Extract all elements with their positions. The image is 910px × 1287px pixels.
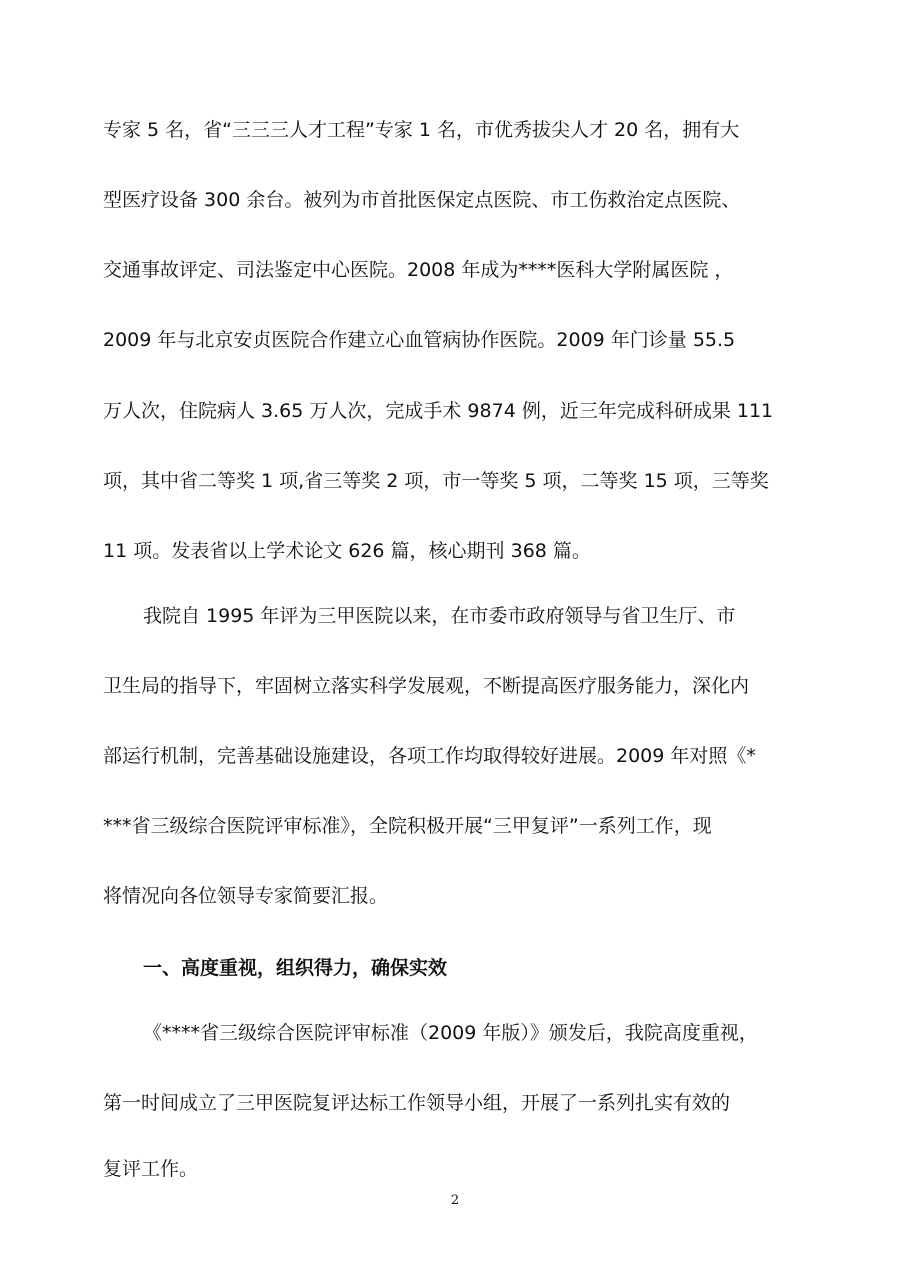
text-line: 专家 5 名，省“三三三人才工程”专家 1 名，市优秀拔尖人才 20 名，拥有大: [103, 119, 740, 141]
text-line: 我院自 1995 年评为三甲医院以来，在市委市政府领导与省卫生厅、市: [143, 605, 736, 627]
text-line: 万人次，住院病人 3.65 万人次，完成手术 9874 例，近三年完成科研成果 111: [103, 400, 774, 422]
text-line: 11 项。发表省以上学术论文 626 篇，核心期刊 368 篇。: [103, 540, 591, 562]
text-line: 交通事故评定、司法鉴定中心医院。2008 年成为****医科大学附属医院 ，: [103, 259, 734, 281]
text-line: ***省三级综合医院评审标准》，全院积极开展“三甲复评”一系列工作，现: [103, 815, 712, 837]
page-number: 2: [450, 1193, 460, 1208]
text-line: 卫生局的指导下，牢固树立落实科学发展观，不断提高医疗服务能力，深化内: [103, 675, 750, 697]
text-line: 项，其中省二等奖 1 项,省三等奖 2 项，市一等奖 5 项，二等奖 15 项，三等奖: [103, 470, 769, 492]
text-line: 第一时间成立了三甲医院复评达标工作领导小组，开展了一系列扎实有效的: [103, 1092, 731, 1114]
text-line: 复评工作。: [103, 1158, 199, 1180]
text-line: 部运行机制，完善基础设施建设，各项工作均取得较好进展。2009 年对照《*: [103, 745, 756, 767]
section-heading: 一、高度重视，组织得力，确保实效: [143, 957, 448, 979]
text-line: 将情况向各位领导专家简要汇报。: [103, 885, 389, 907]
text-line: 《****省三级综合医院评审标准（2009 年版）》颁发后，我院高度重视，: [143, 1022, 758, 1044]
text-line: 2009 年与北京安贞医院合作建立心血管病协作医院。2009 年门诊量 55.5: [103, 329, 736, 351]
text-line: 型医疗设备 300 余台。被列为市首批医保定点医院、市工伤救治定点医院、: [103, 189, 741, 211]
